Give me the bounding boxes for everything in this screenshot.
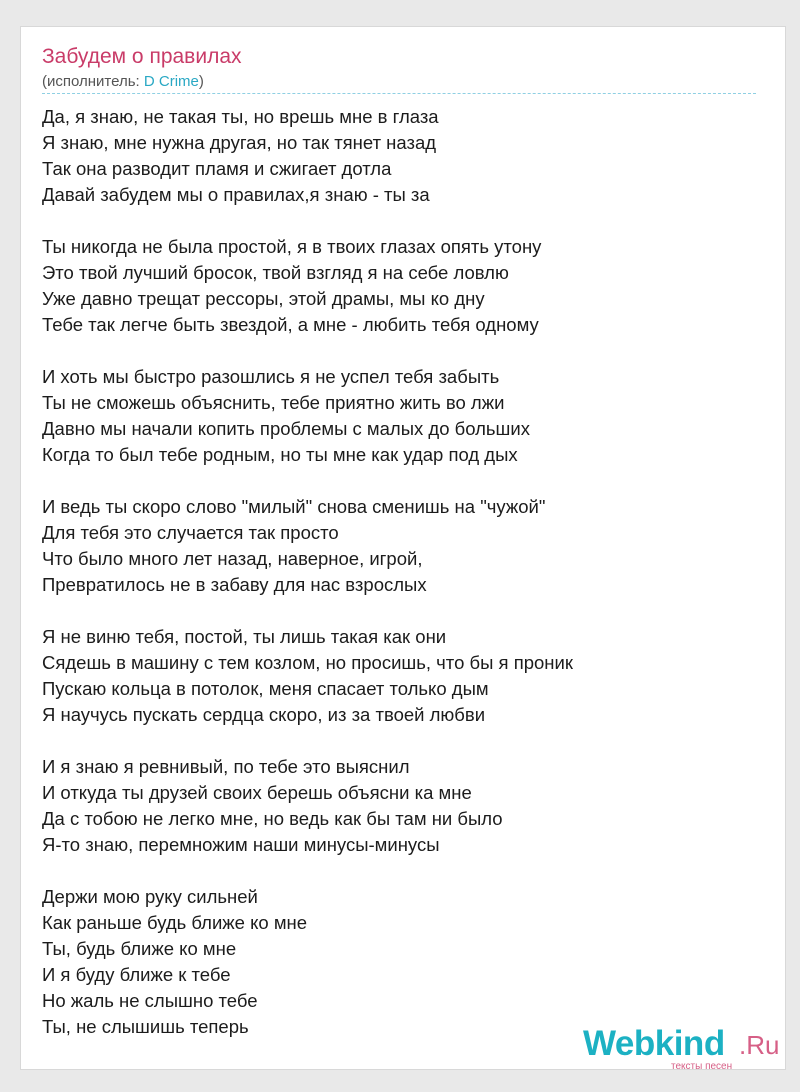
lyric-line: Это твой лучший бросок, твой взгляд я на себе ловлю: [42, 262, 509, 283]
lyric-line: Держи мою руку сильней: [42, 886, 258, 907]
lyric-line: Когда то был тебе родным, но ты мне как удар под дых: [42, 444, 518, 465]
lyric-line: Да с тобою не легко мне, но ведь как бы там ни было: [42, 808, 503, 829]
logo-domain-suffix: .Ru: [739, 1030, 780, 1060]
artist-line: [42, 73, 204, 91]
lyric-line: Ты никогда не была простой, я в твоих глазах опять утону: [42, 236, 542, 257]
lyric-line: Ты, не слышишь теперь: [42, 1016, 249, 1037]
webkind-logo[interactable]: [583, 1024, 783, 1074]
stanza: [42, 104, 758, 208]
logo-tagline: тексты песен: [671, 1061, 733, 1072]
lyric-line: И я знаю я ревнивый, по тебе это выяснил: [42, 756, 410, 777]
lyric-line: Что было много лет назад, наверное, игрой,: [42, 548, 423, 569]
lyric-line: Я научусь пускать сердца скоро, из за твоей любви: [42, 704, 486, 725]
stanza: [42, 494, 758, 598]
lyric-line: Давай забудем мы о правилах,я знаю - ты за: [42, 184, 430, 205]
stanza: [42, 364, 758, 468]
lyric-line: Превратилось не в забаву для нас взрослых: [42, 574, 427, 595]
stanza: [42, 754, 758, 858]
lyric-line: И хоть мы быстро разошлись я не успел тебя забыть: [42, 366, 500, 387]
lyric-line: Как раньше будь ближе ко мне: [42, 912, 308, 933]
lyric-line: И ведь ты скоро слово "милый" снова сменишь на "чужой": [42, 496, 546, 517]
lyric-line: Так она разводит пламя и сжигает дотла: [42, 158, 392, 179]
stanza: [42, 624, 758, 728]
artist-prefix: (исполнитель:: [42, 73, 144, 90]
lyric-line: Я не виню тебя, постой, ты лишь такая как они: [42, 626, 447, 647]
stanza: [42, 884, 758, 1040]
lyric-line: Для тебя это случается так просто: [42, 522, 339, 543]
stanza: [42, 234, 758, 338]
lyric-line: Да, я знаю, не такая ты, но врешь мне в глаза: [42, 106, 439, 127]
lyric-line: Ты, будь ближе ко мне: [42, 938, 237, 959]
lyric-line: Давно мы начали копить проблемы с малых до больших: [42, 418, 530, 439]
lyric-line: Я-то знаю, перемножим наши минусы-минусы: [42, 834, 440, 855]
page-title: Забудем о правилах: [42, 45, 242, 68]
lyric-line: Я знаю, мне нужна другая, но так тянет назад: [42, 132, 437, 153]
lyric-line: И я буду ближе к тебе: [42, 964, 231, 985]
lyrics-body: [42, 104, 758, 1066]
lyric-line: Тебе так легче быть звездой, а мне - любить тебя одному: [42, 314, 539, 335]
lyric-line: Сядешь в машину с тем козлом, но просишь, что бы я проник: [42, 652, 573, 673]
artist-link[interactable]: D Crime: [143, 73, 199, 90]
artist-suffix: ): [198, 73, 204, 90]
lyric-line: И откуда ты друзей своих берешь объясни ка мне: [42, 782, 472, 803]
logo-wordmark: Webkind: [583, 1024, 725, 1063]
lyric-line: Но жаль не слышно тебе: [42, 990, 258, 1011]
lyric-line: Ты не сможешь объяснить, тебе приятно жить во лжи: [42, 392, 505, 413]
lyric-line: Уже давно трещат рессоры, этой драмы, мы ко дну: [42, 288, 485, 309]
title-divider: [42, 93, 756, 94]
lyric-line: Пускаю кольца в потолок, меня спасает только дым: [42, 678, 489, 699]
